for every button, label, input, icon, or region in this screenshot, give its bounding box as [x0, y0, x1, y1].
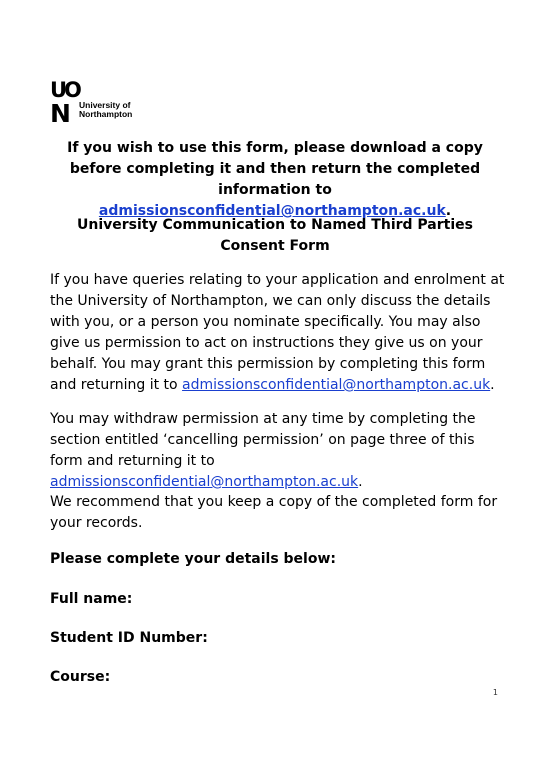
details-heading: Please complete your details below:	[50, 551, 337, 567]
intro-text: If you have queries relating to your application and enrolment at the University of Northampton, we can only discuss the details with you, or a person you nominate specifically. You may also give us permission to act on instructions they give us on your behalf. You may grant this permission by completing this form and returning it to	[50, 272, 505, 393]
logo-wordmark	[79, 101, 132, 119]
intro-paragraph	[50, 270, 505, 396]
logo-letter-o: O	[64, 78, 81, 102]
page-number: 1	[492, 688, 498, 697]
university-logo	[50, 80, 160, 126]
logo-line-1: University of	[79, 100, 131, 110]
logo-line-2: Northampton	[79, 109, 133, 119]
recommend-paragraph: We recommend that you keep a copy of the completed form for your records.	[50, 494, 498, 531]
notice-text: If you wish to use this form, please download a copy before completing it and then return the completed information to	[67, 140, 483, 198]
intro-email-link[interactable]: admissionsconfidential@northampton.ac.uk	[182, 377, 491, 393]
notice-period: .	[445, 203, 452, 219]
withdraw-email-link[interactable]: admissionsconfidential@northampton.ac.uk	[50, 474, 359, 490]
form-title: University Communication to Named Third Parties Consent Form	[77, 217, 473, 254]
withdraw-text: You may withdraw permission at any time by completing the section entitled ‘cancelling permission’ on page three of this form and returning it to	[50, 411, 476, 469]
withdraw-period: .	[358, 474, 363, 490]
withdraw-paragraph	[50, 409, 505, 493]
download-notice	[50, 138, 500, 222]
course-label: Course:	[50, 669, 111, 685]
logo-letter-n: N	[50, 99, 70, 128]
intro-period: .	[490, 377, 495, 393]
student-id-label: Student ID Number:	[50, 630, 208, 646]
notice-email-link[interactable]: admissionsconfidential@northampton.ac.uk	[98, 203, 446, 219]
full-name-label: Full name:	[50, 591, 133, 607]
logo-letter-u: U	[50, 78, 67, 102]
